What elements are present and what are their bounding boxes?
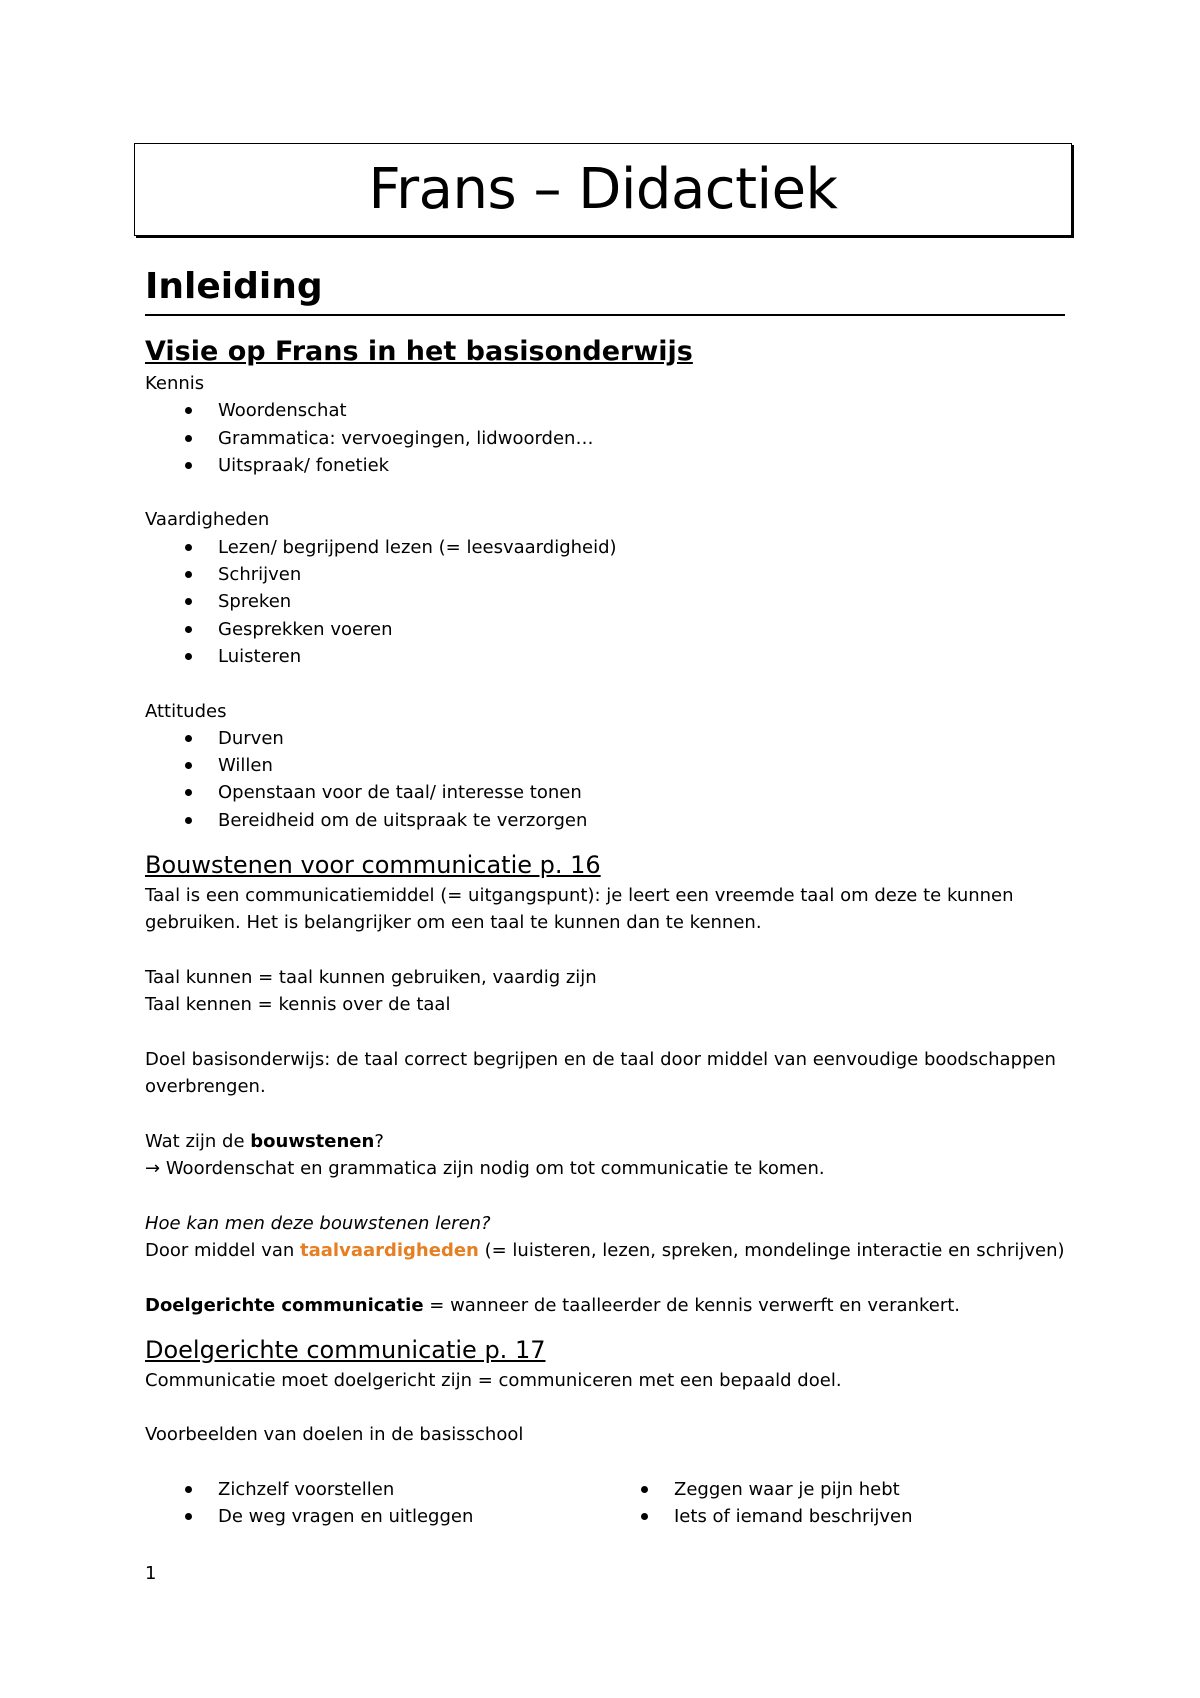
list-item: Openstaan voor de taal/ interesse tonen	[185, 779, 1065, 806]
list-item: Willen	[185, 752, 1065, 779]
bullet-icon	[185, 1486, 192, 1493]
title-box	[134, 143, 1072, 236]
heading-visie: Visie op Frans in het basisonderwijs	[145, 336, 693, 367]
arrow-right-icon: →	[145, 1158, 161, 1180]
list-item: Durven	[185, 725, 1065, 752]
bullet-icon	[185, 789, 192, 796]
bullet-icon	[185, 435, 192, 442]
paragraph: Taal is een communicatiemiddel (= uitgangspunt): je leert een vreemde taal om deze te kunnen gebruiken. Het is belangrijker om een taal te kunnen dan te kennen.	[145, 885, 1014, 934]
list-item: Spreken	[185, 588, 1065, 615]
question-leren: Hoe kan men deze bouwstenen leren?	[145, 1212, 491, 1234]
list-item: Schrijven	[185, 561, 1065, 588]
bullet-icon	[185, 626, 192, 633]
bullet-icon	[185, 598, 192, 605]
bullet-icon	[185, 1513, 192, 1520]
bullet-icon	[641, 1513, 648, 1520]
answer-bouwstenen: → Woordenschat en grammatica zijn nodig om tot communicatie te komen.	[145, 1158, 825, 1180]
paragraph: Communicatie moet doelgericht zijn = communiceren met een bepaald doel.	[145, 1369, 842, 1391]
document-title: Frans – Didactiek	[368, 157, 838, 222]
definition: Doelgerichte communicatie = wanneer de taalleerder de kennis verwerft en verankert.	[145, 1294, 961, 1316]
list-item: Bereidheid om de uitspraak te verzorgen	[185, 807, 1065, 834]
list-item: Uitspraak/ fonetiek	[185, 452, 1065, 479]
document-content	[145, 262, 1065, 1531]
list-item: De weg vragen en uitleggen	[185, 1503, 641, 1530]
answer-leren: Door middel van taalvaardigheden (= luisteren, lezen, spreken, mondelinge interactie en schrijven)	[145, 1239, 1065, 1261]
list-item: Woordenschat	[185, 397, 1065, 424]
paragraph: Taal kunnen = taal kunnen gebruiken, vaardig zijn	[145, 966, 597, 988]
list-kennis	[145, 397, 1065, 479]
bullet-icon	[185, 817, 192, 824]
bullet-icon	[185, 762, 192, 769]
bullet-icon	[185, 407, 192, 414]
bullet-icon	[185, 462, 192, 469]
bullet-icon	[185, 653, 192, 660]
page-number: 1	[145, 1563, 157, 1584]
list-goals-right	[641, 1476, 1061, 1531]
heading-bouwstenen: Bouwstenen voor communicatie p. 16	[145, 851, 601, 880]
list-item: Gesprekken voeren	[185, 616, 1065, 643]
goals-columns	[145, 1476, 1065, 1531]
paragraph: Voorbeelden van doelen in de basisschool	[145, 1424, 524, 1446]
paragraph: Doel basisonderwijs: de taal correct begrijpen en de taal door middel van eenvoudige boodschappen overbrengen.	[145, 1048, 1056, 1098]
bullet-icon	[185, 571, 192, 578]
list-item: Lezen/ begrijpend lezen (= leesvaardigheid)	[185, 534, 1065, 561]
heading-inleiding: Inleiding	[145, 262, 1065, 316]
bullet-icon	[641, 1486, 648, 1493]
bullet-icon	[185, 544, 192, 551]
list-item: Luisteren	[185, 643, 1065, 670]
paragraph: Taal kennen = kennis over de taal	[145, 994, 451, 1016]
list-goals-left	[145, 1476, 641, 1531]
list-item: Zichzelf voorstellen	[185, 1476, 641, 1503]
label-vaardigheden: Vaardigheden	[145, 509, 270, 531]
label-kennis: Kennis	[145, 373, 205, 394]
list-item: Grammatica: vervoegingen, lidwoorden…	[185, 425, 1065, 452]
label-attitudes: Attitudes	[145, 700, 227, 722]
heading-doelgericht: Doelgerichte communicatie p. 17	[145, 1335, 546, 1364]
question-bouwstenen: Wat zijn de bouwstenen?	[145, 1130, 384, 1152]
list-item: Iets of iemand beschrijven	[641, 1503, 1061, 1530]
list-item: Zeggen waar je pijn hebt	[641, 1476, 1061, 1503]
list-vaardigheden	[145, 534, 1065, 670]
bullet-icon	[185, 735, 192, 742]
list-attitudes	[145, 725, 1065, 834]
